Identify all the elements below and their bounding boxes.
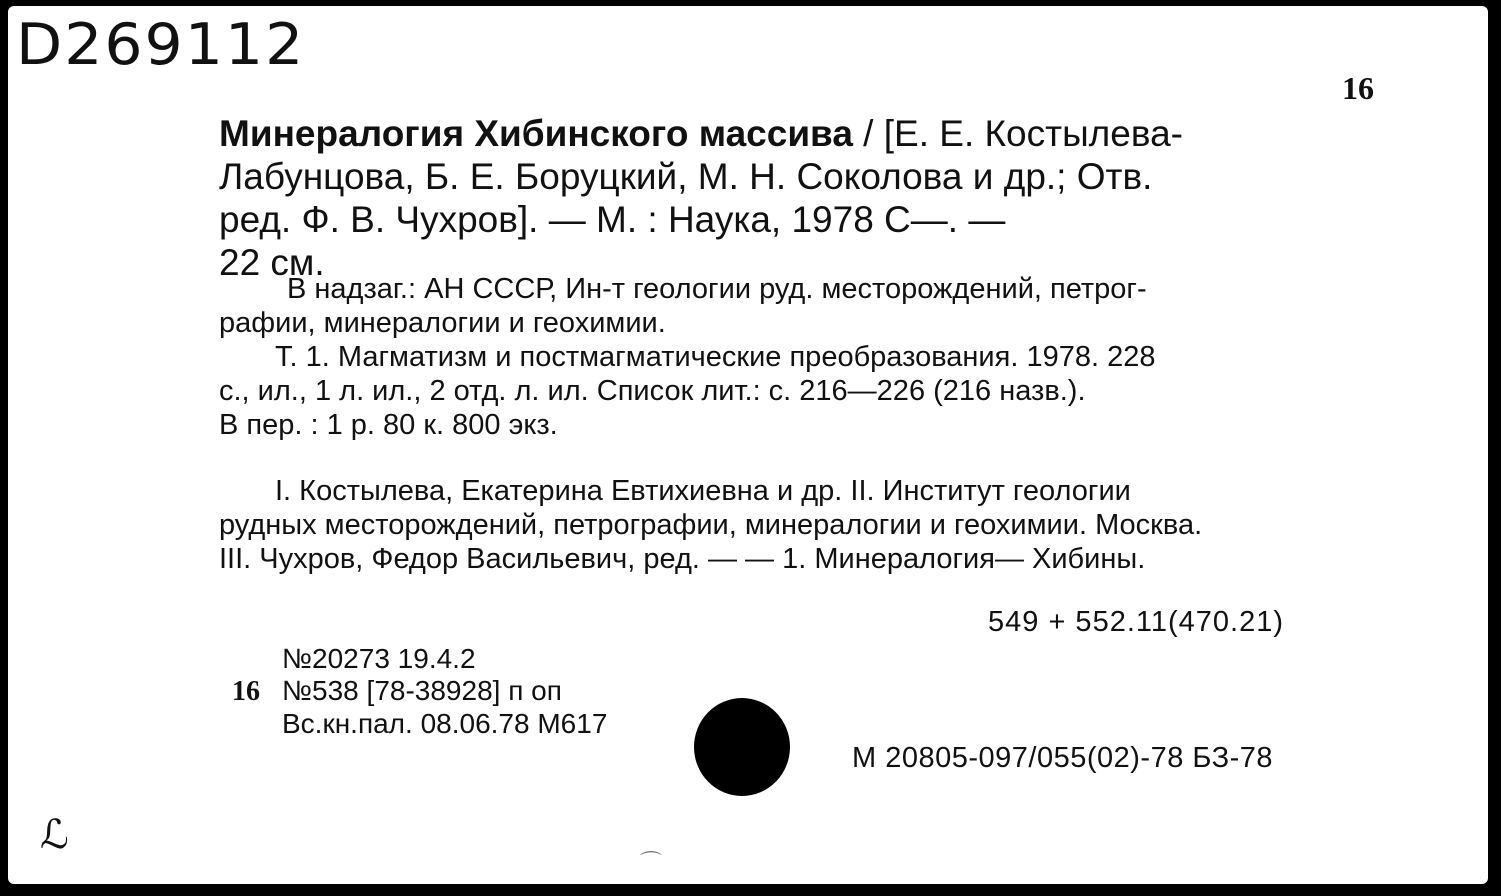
main-line: / [Е. Е. Костылева- — [852, 113, 1183, 154]
registry-line: Вс.кн.пал. 08.06.78 М617 — [282, 708, 608, 739]
main-line: ред. Ф. В. Чухров]. — М. : Наука, 1978 С—. — — [219, 199, 1006, 240]
card-number: 16 — [1342, 70, 1374, 106]
note-line: с., ил., 1 л. ил., 2 отд. л. ил. Список лит.: с. 216—226 (216 назв.). — [219, 375, 1086, 407]
book-title: Минералогия Хибинского массива — [219, 113, 853, 154]
main-line: 22 см. — [219, 242, 325, 283]
notes-block — [219, 272, 1394, 442]
title-line — [219, 112, 1394, 155]
smudge-mark-icon: ⌒ — [640, 850, 663, 875]
tracing-block — [219, 474, 1394, 576]
udc-code: 549 + 552.11(470.21) — [988, 606, 1284, 638]
tracing-line: рудных месторождений, петрографии, минералогии и геохимии. Москва. — [219, 509, 1203, 541]
note-line: В надзаг.: АН СССР, Ин-т геологии руд. месторождений, петрог- — [287, 273, 1147, 305]
registry-block — [232, 643, 607, 740]
punch-hole — [694, 698, 790, 796]
registry-prefix: 16 — [232, 676, 260, 707]
note-line: В пер. : 1 р. 80 к. 800 экз. — [219, 409, 558, 441]
handwritten-inventory-number: D269112 — [16, 11, 306, 79]
bibliographic-description — [219, 112, 1394, 284]
main-line: Лабунцова, Б. Е. Боруцкий, М. Н. Соколова и др.; Отв. — [219, 156, 1153, 197]
note-line: рафии, минералогии и геохимии. — [219, 307, 666, 339]
registry-line: №538 [78-38928] п оп — [282, 675, 562, 706]
tracing-line: III. Чухров, Федор Васильевич, ред. — — 1. Минералогия— Хибины. — [219, 543, 1146, 575]
handwritten-mark-icon: ℒ — [40, 812, 69, 858]
publisher-code: М 20805-097/055(02)-78 БЗ-78 — [852, 742, 1274, 774]
registry-line: №20273 19.4.2 — [282, 643, 476, 674]
tracing-line: I. Костылева, Екатерина Евтихиевна и др. II. Институт геологии — [275, 475, 1131, 507]
card-edge — [1488, 0, 1501, 896]
note-line: Т. 1. Магматизм и постмагматические преобразования. 1978. 228 — [275, 341, 1156, 373]
